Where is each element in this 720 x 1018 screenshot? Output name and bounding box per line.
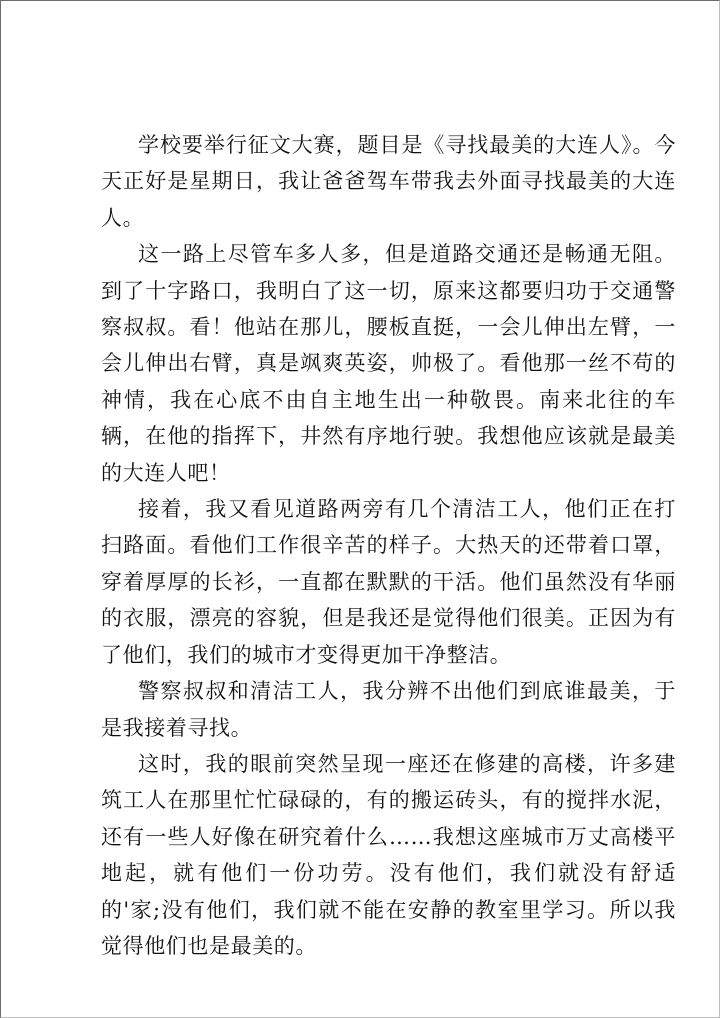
document-body <box>101 127 676 964</box>
paragraph-3: 接着，我又看见道路两旁有几个清洁工人，他们正在打扫路面。看他们工作很辛苦的样子。大热天的还带着口罩，穿着厚厚的长衫，一直都在默默的干活。他们虽然没有华丽的衣服，漂亮的容貌，但是我还是觉得他们很美。正因为有了他们，我们的城市才变得更加干净整洁。 <box>101 497 676 667</box>
paragraph-1: 学校要举行征文大赛，题目是《寻找最美的大连人》。今天正好是星期日，我让爸爸驾车带我去外面寻找最美的大连人。 <box>101 133 676 230</box>
paragraph-2: 这一路上尽管车多人多，但是道路交通还是畅通无阻。到了十字路口，我明白了这一切，原来这都要归功于交通警察叔叔。看！他站在那儿，腰板直挺，一会儿伸出左臂，一会儿伸出右臂，真是飒爽英姿，帅极了。看他那一丝不苟的神情，我在心底不由自主地生出一种敬畏。南来北往的车辆，在他的指挥下，井然有序地行驶。我想他应该就是最美的大连人吧！ <box>101 242 676 485</box>
paragraph-4: 警察叔叔和清洁工人，我分辨不出他们到底谁最美，于是我接着寻找。 <box>101 679 676 740</box>
paragraph-5: 这时，我的眼前突然呈现一座还在修建的高楼，许多建筑工人在那里忙忙碌碌的，有的搬运砖头，有的搅拌水泥，还有一些人好像在研究着什么……我想这座城市万丈高楼平地起，就有他们一份功劳。没有他们，我们就没有舒适的'家;没有他们，我们就不能在安静的教室里学习。所以我觉得他们也是最美的。 <box>101 751 676 958</box>
